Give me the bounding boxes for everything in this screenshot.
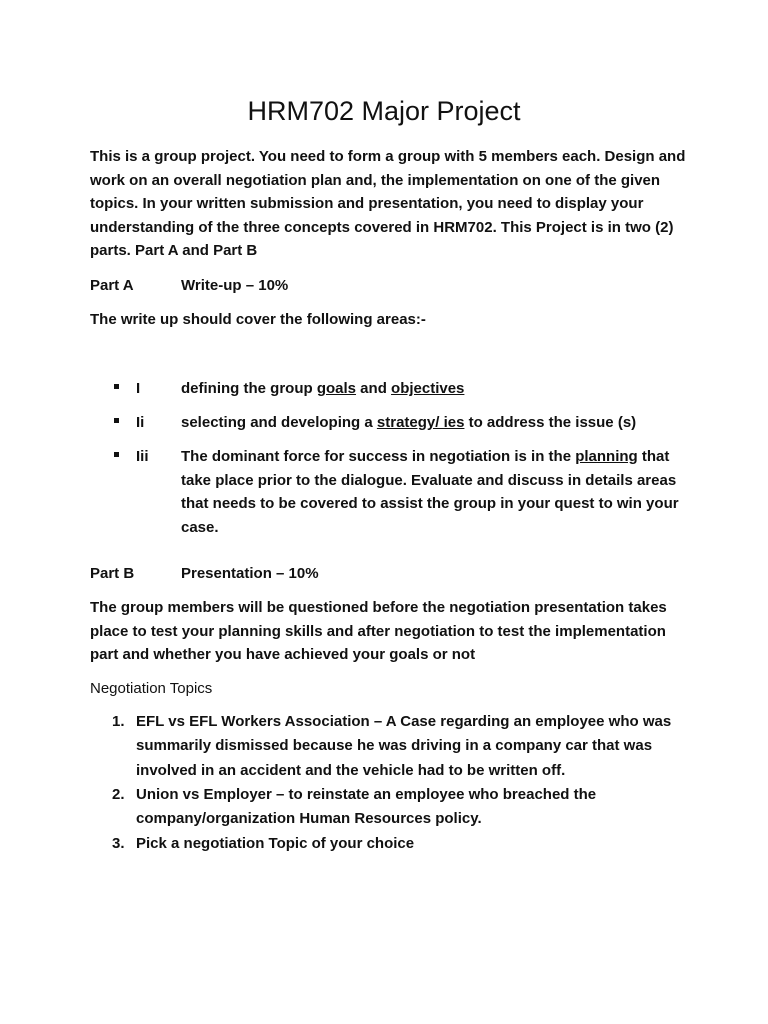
topic-number: 1. — [112, 713, 125, 730]
topic-number: 3. — [112, 835, 125, 852]
part-a-label: Part A — [90, 277, 134, 294]
topic-number: 2. — [112, 786, 125, 803]
bullet-icon — [114, 452, 119, 457]
area-text: The dominant force for success in negotiation is in the planning that take place prior to the dialogue. Evaluate and discuss in details areas that needs to be covered to assist the group in your quest to win your case. — [181, 448, 679, 536]
part-b-label: Part B — [90, 565, 135, 582]
part-b-value: Presentation – 10% — [181, 565, 319, 582]
area-text: defining the group goals and objectives — [181, 380, 465, 397]
area-item — [116, 411, 686, 435]
topic-text: EFL vs EFL Workers Association – A Case regarding an employee who was summarily dismissed because he was driving in a company car that was involved in an accident and the vehicle had to be written off. — [136, 713, 672, 779]
part-b-row — [90, 562, 319, 586]
part-a-value: Write-up – 10% — [181, 277, 289, 294]
topics-heading: Negotiation Topics — [90, 680, 213, 697]
writeup-intro: The write up should cover the following areas:- — [90, 311, 426, 328]
topic-text: Pick a negotiation Topic of your choice — [136, 835, 415, 852]
area-number: Iii — [136, 448, 149, 465]
area-item — [116, 377, 686, 401]
topic-text: Union vs Employer – to reinstate an employee who breached the company/organization Human Resources policy. — [136, 786, 597, 828]
area-number: I — [136, 380, 141, 397]
page-title: HRM702 Major Project — [247, 96, 521, 126]
part-a-row — [90, 274, 288, 298]
area-text: selecting and developing a strategy/ ies to address the issue (s) — [181, 414, 637, 431]
area-number: Ii — [136, 414, 145, 431]
topic-item — [112, 783, 692, 832]
intro-paragraph: This is a group project. You need to form a group with 5 members each. Design and work on an overall negotiation plan and, the implementation on one of the given topics. In your written submission and presentation, you need to display your understanding of the three concepts covered in HRM702. This Project is in two (2) parts. Part A and Part B — [90, 148, 686, 259]
presentation-paragraph: The group members will be questioned before the negotiation presentation takes place to test your planning skills and after negotiation to test the implementation part and whether you have achieved your goals or not — [90, 599, 667, 663]
bullet-icon — [114, 384, 119, 389]
area-item — [116, 445, 686, 539]
topic-item — [112, 710, 692, 783]
bullet-icon — [114, 418, 119, 423]
topic-item — [112, 832, 692, 856]
